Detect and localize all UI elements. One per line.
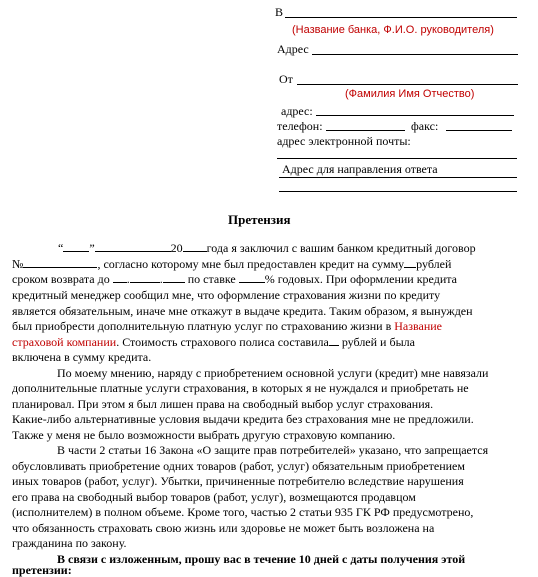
p3-line-5: (исполнителем) в полном объеме. Кроме того, частью 2 статьи 935 ГК РФ предусмотрено, <box>12 505 474 519</box>
year-prefix: 20 <box>170 241 183 255</box>
bank-hint: (Название банка, Ф.И.О. руководителя) <box>292 24 494 36</box>
p1-line-4: кредитный менеджер сообщил мне, что оформление страхования жизни по кредиту <box>12 288 441 302</box>
addr-label: адрес: <box>281 104 313 118</box>
p3-line-7: гражданина по закону. <box>12 536 127 550</box>
p1-l3-text-c: % годовых. При оформлении кредита <box>264 272 457 286</box>
email-line <box>277 158 517 159</box>
p1-line-3: сроком возврата до . . по ставке % годовых. При оформлении кредита <box>12 272 457 286</box>
p1-line-2 <box>12 257 451 271</box>
reply-label: Адрес для направления ответа <box>282 162 438 176</box>
p2-line-1: По моему мнению, наряду с приобретением основной услуги (кредит) мне навязали <box>57 366 489 380</box>
p1-l7-text-c: рублей и была <box>341 335 415 349</box>
p4-line-1: В связи с изложенным, прошу вас в течение 10 дней с даты получения этой <box>57 552 466 566</box>
quote-open: “ <box>58 241 64 255</box>
quote-close: ” <box>89 241 95 255</box>
day-blank <box>63 251 89 252</box>
from-line <box>297 84 518 85</box>
p1-line-5: является обязательным, иначе мне откажут в выдаче кредита. Таким образом, я вынужден <box>12 304 473 318</box>
from-hint: (Фамилия Имя Отчество) <box>345 88 475 100</box>
insurer-name-hint-a: Название <box>394 319 442 333</box>
number-sign: № <box>12 257 24 271</box>
fax-line <box>446 130 512 131</box>
amount-blank <box>404 267 416 268</box>
p1-l2-text: , согласно которому мне был предоставлен кредит на сумму <box>97 257 405 271</box>
from-label: От <box>279 72 293 86</box>
p2-line-3: планировал. При этом я был лишен права на свободный выбор услуг страхования. <box>12 397 434 411</box>
p1-l3-text-a: сроком возврата до <box>12 272 110 286</box>
email-label: адрес электронной почты: <box>277 134 411 148</box>
p1-l6-text: был приобрести дополнительную платную услуг по страхованию жизни в <box>12 319 392 333</box>
policy-cost-blank <box>329 345 339 346</box>
p1-l3-text-b: по ставке <box>187 272 236 286</box>
contract-number-blank <box>23 267 97 268</box>
p4-line-2: претензии: <box>12 563 72 577</box>
p3-line-3: иных товаров (работ, услуг). Убытки, причиненные потребителю вследствие нарушения <box>12 474 464 488</box>
address-label: Адрес <box>277 42 309 56</box>
p1-line-1 <box>58 241 476 255</box>
rubles-word: рублей <box>416 257 452 271</box>
to-prefix: В <box>275 5 284 19</box>
page-title: Претензия <box>228 212 291 227</box>
insurer-name-hint-b: страховой компании <box>12 335 117 349</box>
reply-line-1 <box>279 177 517 178</box>
p3-line-2: обусловливать приобретение одних товаров (работ, услуг) обязательным приобретением <box>12 459 465 473</box>
phone-line <box>326 130 405 131</box>
month-blank <box>95 251 171 252</box>
due-day-blank <box>113 282 127 283</box>
address-line <box>312 54 518 55</box>
due-month-blank <box>130 282 160 283</box>
p3-line-4: его права на свободный выбор товаров (работ, услуг), возмещаются продавцом <box>12 490 416 504</box>
p2-line-2: дополнительные платные услуги страхования, в которых я не нуждался и приобретать не <box>12 381 469 395</box>
phone-label: телефон: <box>277 119 323 133</box>
p1-line-6 <box>12 319 442 333</box>
p1-line-8: включена в сумму кредита. <box>12 350 152 364</box>
p3-line-6: что обязанность страховать свою жизнь или здоровье не может быть возложена на <box>12 521 435 535</box>
p1-l1-text: года я заключил с вашим банком кредитный договор <box>206 241 476 255</box>
p2-line-5: Также у меня не было возможности выбрать другую страховую компанию. <box>12 428 396 442</box>
due-year-blank <box>163 282 185 283</box>
p2-line-4: Какие-либо альтернативные условия выдачи кредита без страхования мне не предложили. <box>12 412 474 426</box>
rate-blank <box>239 282 265 283</box>
fax-label: факс: <box>411 119 439 133</box>
year-blank <box>183 251 207 252</box>
addr-line <box>316 115 514 116</box>
reply-line-2 <box>279 191 517 192</box>
p1-l7-text: . Стоимость страхового полиса составила <box>116 335 329 349</box>
to-line <box>285 17 517 18</box>
p3-line-1: В части 2 статьи 16 Закона «О защите прав потребителей» указано, что запрещается <box>57 443 489 457</box>
p1-line-7 <box>12 335 415 349</box>
